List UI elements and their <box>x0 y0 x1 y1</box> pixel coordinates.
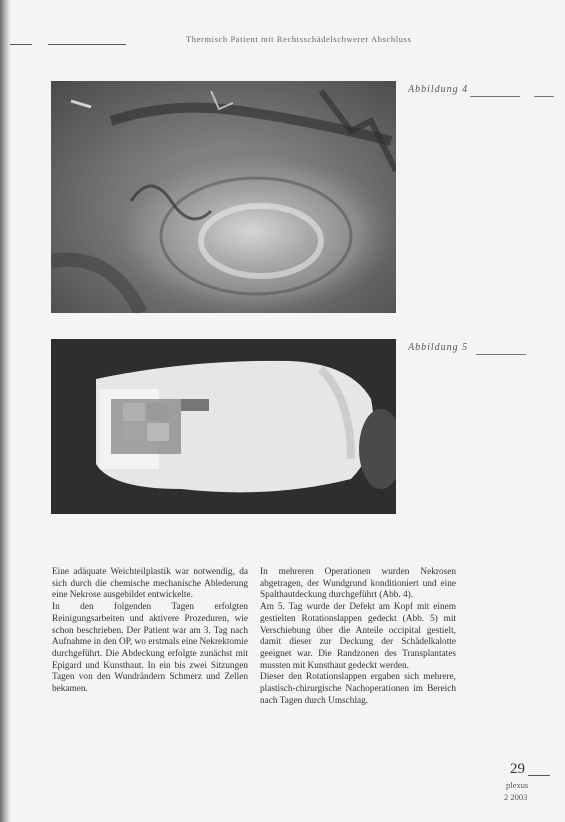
header-rule-left <box>10 44 32 45</box>
figure-label-1: Abbildung 4 <box>408 84 469 95</box>
figure-label-2: Abbildung 5 <box>408 342 469 353</box>
page-number: 29 <box>510 761 525 777</box>
figure-label-1-rule <box>470 96 520 97</box>
figure-label-2-rule <box>476 354 526 355</box>
page-binding-shadow <box>0 0 10 822</box>
running-head: Thermisch Patient mit Rechtsschädelschwerer Abschluss <box>186 34 412 44</box>
header-rule-short <box>48 44 126 45</box>
wound-photo-graphic <box>51 81 396 313</box>
page-number-rule <box>528 775 550 776</box>
flap-photo-graphic <box>51 339 396 514</box>
paragraph: Dieser den Rotationslappen ergaben sich mehrere, plastisch-chirurgische Nachoperationen im Bereich nach Tagen durch Umschlag. <box>260 672 456 706</box>
figure-wound-photo <box>51 81 396 313</box>
paragraph: In mehreren Operationen wurden Nekrosen abgetragen, der Wundgrund konditioniert und eine Spalthautdeckung durchgeführt (Abb. 4). <box>260 567 456 601</box>
figure-flap-photo <box>51 339 396 514</box>
paragraph: Eine adäquate Weichteilplastik war notwendig, da sich durch die chemische mechanische Ablederung eine Nekrose ausgebildet entwickelte. <box>52 567 248 601</box>
journal-name: plexus <box>506 780 529 790</box>
text-column-left <box>52 567 248 696</box>
figure-label-1-rule-short <box>534 96 554 97</box>
paragraph: In den folgenden Tagen erfolgten Reinigungsarbeiten und aktivere Prozeduren, wie schon beschrieben. Der Patient war am 3. Tag nach Aufnahme in den OP, wo erstmals eine Nekrektomie durchgeführt. Die Abdeckung erfolgte zunächst mit Epigard und Kunsthaut. In ein bis zwei Sitzungen Tagen von den Wundrändern Schmerz und Zellen bekamen. <box>52 602 248 695</box>
text-column-right <box>260 567 456 707</box>
journal-issue: 2 2003 <box>504 792 528 802</box>
paragraph: Am 5. Tag wurde der Defekt am Kopf mit einem gestielten Rotationslappen gedeckt (Abb. 5) mit Verschiebung über die Anteile occipital gestielt, damit dieser zur Deckung der Schädelkalotte geeignet war. Die Randzonen des Transplantates mussten mit Kunsthaut gedeckt werden. <box>260 602 456 671</box>
